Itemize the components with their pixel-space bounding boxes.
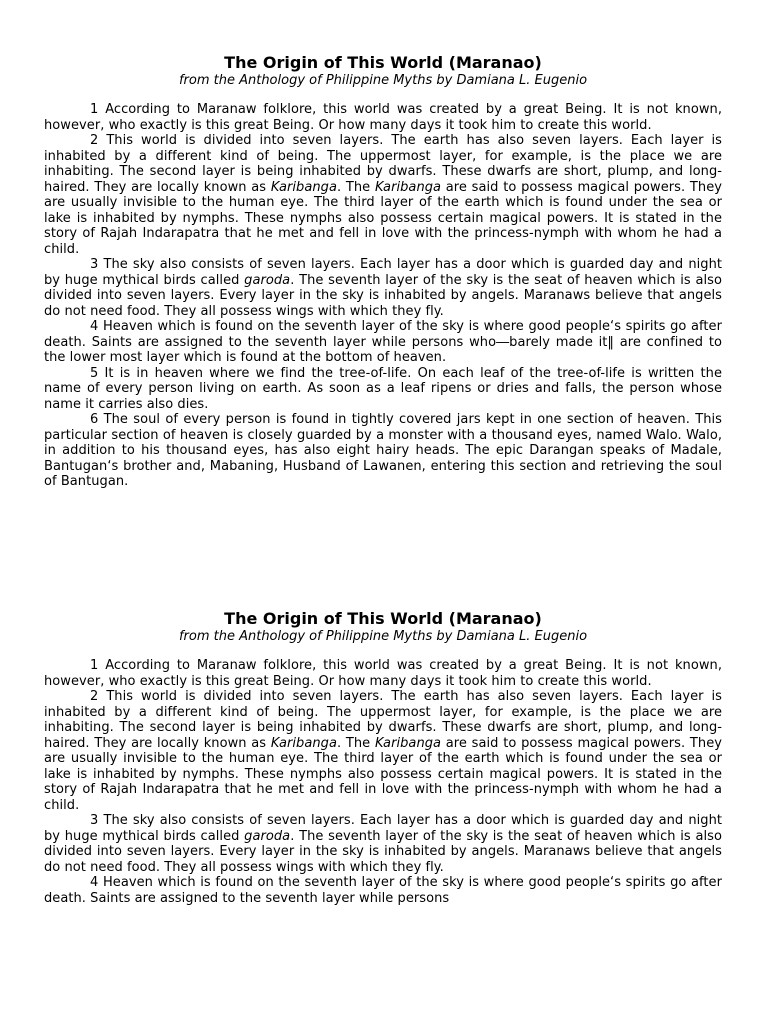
paragraph-text: . The bbox=[336, 179, 375, 195]
paragraph-number: 3 bbox=[90, 813, 99, 828]
italic-term: Karibanga bbox=[270, 179, 337, 195]
paragraph-text: Heaven which is found on the seventh layer of the sky is where good people‘s spirits go after death. Saints are assigned to the seventh layer while persons bbox=[44, 875, 722, 906]
paragraph-text: are said to possess magical powers. They are usually invisible to the human eye. The third layer of the earth which is found under the sea or lake is inhabited by nymphs. These nymphs also possess certain magical powers. It is stated in the story of Rajah Indarapatra that he met and fell in love with the princess-nymph with whom he had a child. bbox=[44, 735, 722, 813]
document-body bbox=[44, 658, 722, 994]
paragraph-number: 2 bbox=[90, 689, 99, 704]
paragraph-1 bbox=[44, 102, 722, 133]
paragraph-4 bbox=[44, 319, 722, 366]
italic-term: Karibanga bbox=[374, 179, 442, 195]
italic-term: garoda bbox=[244, 828, 291, 844]
paragraph-text: According to Maranaw folklore, this world was created by a great Being. It is not known, however, who exactly is this great Being. Or how many days it took him to create this world. bbox=[44, 658, 722, 689]
paragraph-text: are said to possess magical powers. They are usually invisible to the human eye. The third layer of the earth which is found under the sea or lake is inhabited by nymphs. These nymphs also possess certain magical powers. It is stated in the story of Rajah Indarapatra that he met and fell in love with the princess-nymph with whom he had a child. bbox=[44, 179, 722, 257]
paragraph-number: 4 bbox=[90, 875, 99, 890]
paragraph-text: The sky also consists of seven layers. Each layer has a door which is guarded day and night by huge mythical birds called bbox=[44, 257, 723, 288]
paragraph-text: . The bbox=[336, 735, 375, 751]
paragraph-number: 4 bbox=[90, 319, 99, 334]
paragraph-number: 1 bbox=[90, 102, 99, 117]
paragraph-1 bbox=[44, 658, 722, 689]
paragraph-number: 6 bbox=[90, 412, 99, 427]
document-title: The Origin of This World (Maranao) bbox=[224, 609, 542, 628]
paragraph-3 bbox=[44, 813, 722, 875]
paragraph-text: . The seventh layer of the sky is the seat of heaven which is also divided into seven layers. Every layer in the sky is inhabited by angels. Maranaws believe that angels do not need food. They all possess wings with which they fly. bbox=[44, 272, 722, 319]
document-subtitle: from the Anthology of Philippine Myths by Damiana L. Eugenio bbox=[178, 629, 588, 644]
paragraph-text: This world is divided into seven layers. The earth has also seven layers. Each layer is inhabited by a different kind of being. The uppermost layer, for example, is the place we are inhabiting. The second layer is being inhabited by dwarfs. These dwarfs are short, plump, and long-haired. They are locally known as bbox=[44, 133, 722, 195]
paragraph-2 bbox=[44, 689, 722, 813]
paragraph-text: The soul of every person is found in tightly covered jars kept in one section of heaven. This particular section of heaven is closely guarded by a monster with a thousand eyes, named Walo. Walo, in addition to his thousand eyes, has also eight hairy heads. The epic Darangan speaks of Madale, Bantugan‘s brother and, Mabaning, Husband of Lawanen, entering this section and retrieving the soul of Bantugan. bbox=[44, 412, 722, 489]
document-section-1 bbox=[44, 53, 722, 490]
italic-term: Karibanga bbox=[270, 735, 337, 751]
italic-term: Karibanga bbox=[374, 735, 442, 751]
paragraph-number: 2 bbox=[90, 133, 99, 148]
paragraph-text: According to Maranaw folklore, this world was created by a great Being. It is not known, however, who exactly is this great Being. Or how many days it took him to create this world. bbox=[44, 102, 722, 133]
paragraph-4 bbox=[44, 875, 722, 906]
paragraph-number: 1 bbox=[90, 658, 99, 673]
paragraph-text: Heaven which is found on the seventh layer of the sky is where good people‘s spirits go after death. Saints are assigned to the seventh layer while persons who―barely made it‖ are confined to the lower most layer which is found at the bottom of heaven. bbox=[44, 319, 723, 365]
paragraph-3 bbox=[44, 257, 722, 319]
paragraph-text: The sky also consists of seven layers. Each layer has a door which is guarded day and night by huge mythical birds called bbox=[44, 813, 722, 844]
paragraph-2 bbox=[44, 133, 722, 257]
document-title: The Origin of This World (Maranao) bbox=[224, 53, 542, 72]
paragraph-text: . The seventh layer of the sky is the seat of heaven which is also divided into seven layers. Every layer in the sky is inhabited by angels. Maranaws believe that angels do not need food. They all possess wings with which they fly. bbox=[44, 828, 722, 875]
paragraph-number: 5 bbox=[90, 365, 99, 381]
paragraph-text: This world is divided into seven layers. The earth has also seven layers. Each layer is inhabited by a different kind of being. The uppermost layer, for example, is the place we are inhabiting. The second layer is being inhabited by dwarfs. These dwarfs are short, plump, and long-haired. They are locally known as bbox=[44, 689, 722, 751]
paragraph-5 bbox=[44, 366, 722, 413]
document-subtitle: from the Anthology of Philippine Myths by Damiana L. Eugenio bbox=[178, 73, 588, 88]
paragraph-text: It is in heaven where we find the tree-of-life. On each leaf of the tree-of-life is written the name of every person living on earth. As soon as a leaf ripens or dries and falls, the person whose name it carries also dies. bbox=[44, 365, 723, 412]
italic-term: garoda bbox=[244, 272, 291, 288]
document-section-2 bbox=[44, 609, 722, 994]
paragraph-6 bbox=[44, 412, 722, 490]
paragraph-number: 3 bbox=[90, 257, 99, 272]
